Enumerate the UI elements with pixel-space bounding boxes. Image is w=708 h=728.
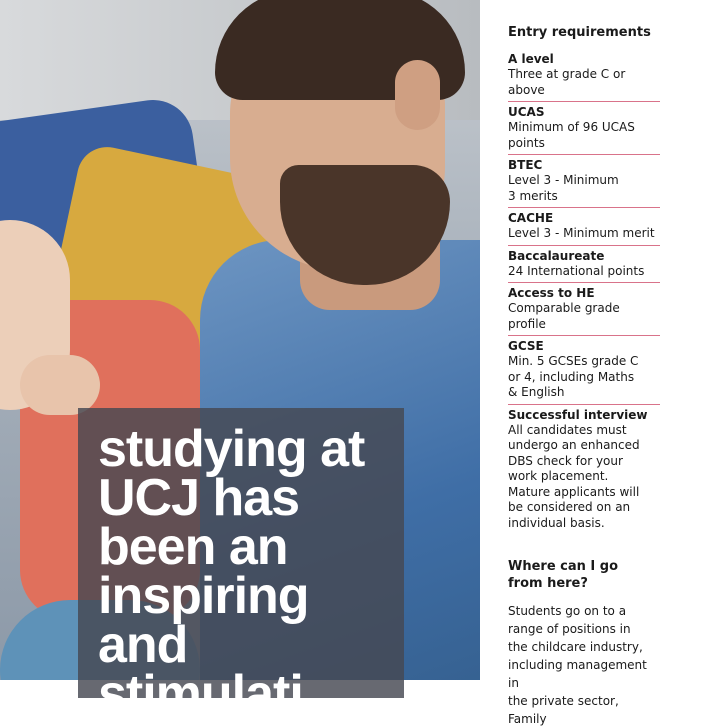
requirement-item <box>508 155 660 208</box>
requirement-item <box>508 49 660 102</box>
photo-man-ear <box>395 60 440 130</box>
entry-requirements-heading: Entry requirements <box>508 25 651 40</box>
requirement-value: Level 3 - Minimum 3 merits <box>508 173 619 203</box>
requirement-title: Successful interview <box>508 407 648 422</box>
requirement-title: UCAS <box>508 105 545 119</box>
requirement-value: 24 International points <box>508 263 645 278</box>
requirement-title: GCSE <box>508 339 544 353</box>
photo-child-hand <box>20 355 100 415</box>
requirement-title: A level <box>508 52 554 66</box>
requirement-value: Min. 5 GCSEs grade C or 4, including Maths & English <box>508 354 639 399</box>
requirement-value: Comparable grade profile <box>508 301 620 331</box>
requirement-value: Minimum of 96 UCAS points <box>508 120 635 150</box>
requirements-list <box>508 49 660 534</box>
sidebar <box>508 24 660 728</box>
requirement-title: Access to HE <box>508 286 595 300</box>
requirement-value: Three at grade C or above <box>508 67 626 97</box>
requirement-item <box>508 208 660 246</box>
where-next-heading: Where can I go from here? <box>508 559 619 591</box>
requirement-title: CACHE <box>508 211 554 225</box>
requirement-title: BTEC <box>508 158 543 172</box>
requirement-item <box>508 246 660 284</box>
requirement-value: All candidates must undergo an enhanced DBS check for your work placement. Mature applicants will be considered on an individual basis. <box>508 422 640 530</box>
requirement-item <box>508 405 660 535</box>
requirement-value: Level 3 - Minimum merit <box>508 226 655 240</box>
requirement-item <box>508 336 660 405</box>
requirement-title: Baccalaureate <box>508 248 605 263</box>
where-next-text: Students go on to a range of positions in the childcare industry, including management in the private sector, Family <box>508 604 647 726</box>
pull-quote: studying at UCJ has been an inspiring and stimulati <box>98 420 365 723</box>
requirement-item <box>508 283 660 336</box>
requirement-item <box>508 102 660 155</box>
